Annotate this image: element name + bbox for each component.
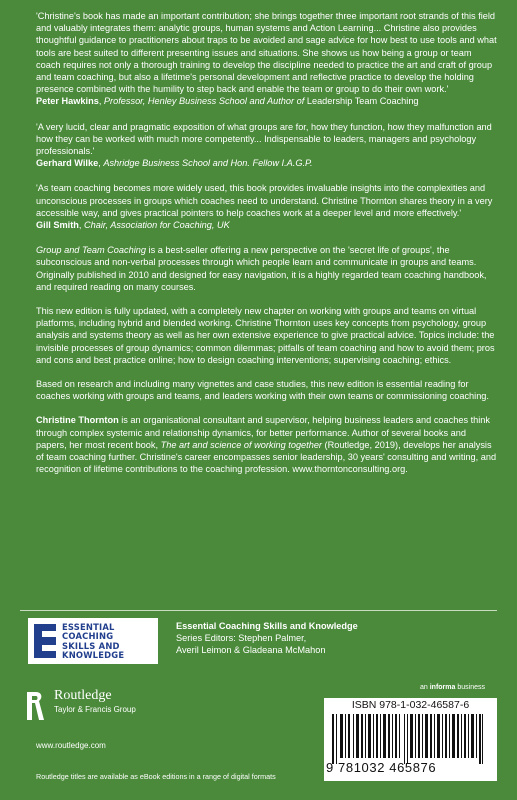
author-bio-text-b: (Routledge, 2019), develops her analysis of team coaching further. Christine's career encompasses senior leadership, 30 years' consulting and writing, and recognition of lifetime contributions to the coaching profession. www.thorntonconsulting.org. [36,439,497,475]
series-logo-line: SKILLS AND [62,640,120,651]
description-paragraph-1 [36,244,498,293]
series-logo-line: ESSENTIAL [62,622,115,632]
series-logo [28,618,158,664]
informa-suffix: business [455,684,485,691]
reviewer-name: Gill Smith [36,220,79,231]
publisher-group: Taylor & Francis Group [54,705,136,714]
routledge-r-icon [24,690,46,722]
series-editors-line: Averil Leimon & Gladeana McMahon [176,645,326,655]
reviewer-role: Chair, Association for Coaching, UK [84,220,230,231]
divider-line [20,610,497,611]
quote-text: 'A very lucid, clear and pragmatic exposition of what groups are for, how they function, how they malfunction and how they can be worked with much more competently... Indispensable to leaders, managers and psychology professionals.' [36,121,492,157]
reviewer-name: Gerhard Wilke [36,158,99,169]
author-bio-text-a: is an organisational consultant and supervisor, helping business leaders and coaches think through complex systemic and relationship dynamics, for better performance. Author of several books and papers, her most recent book, [36,415,490,450]
description-text: is a best-seller offering a new perspective on the 'secret life of groups', the subconscious and non-verbal processes through which people learn and communicate in groups and teams. Originally published in 2010 and designed for easy navigation, it is a highly regarded team coaching handbook, and required reading on many courses. [36,245,487,292]
informa-prefix: an [420,684,430,691]
series-logo-line: COACHING [62,631,114,642]
series-e-icon [34,624,56,658]
description-paragraph-3: Based on research and including many vignettes and case studies, this new edition is essential reading for coaches working with groups and teams, and leaders working with their own teams or commissioning coaching. [36,379,489,402]
quote-text: 'Christine's book has made an important contribution; she brings together three important root strands of this field and valuably integrates them: analytic groups, human systems and Action Learning... Christine also provides thoughtful guidance to practitioners about traps to be avoided and sage advice for how best to use tools and what tools are best suited to different presenting issues and situations. She shows us how being a group or team coach requires not only a thorough training to develop the discipline needed to practice the art and craft of group and team coaching, but also a lifetime's personal development and reflective practice to develop the holding presence combined with the humility to step back and enable the team or group to do their own work.' [36,11,497,95]
cover-text [36,10,498,488]
quote-attribution: Peter Hawkins, Professor, Henley Business School and Author of Leadership Team Coaching [36,96,419,107]
barcode-digits: 9 781032 465876 [326,760,437,775]
reviewer-role: Ashridge Business School and Hon. Fellow I.A.G.P. [103,158,313,169]
reviewer-name: Peter Hawkins [36,96,99,107]
series-logo-line: KNOWLEDGE [62,650,125,661]
review-quote-wilke [36,121,498,170]
publisher-name: Routledge [54,688,112,703]
series-editors-line: Series Editors: Stephen Palmer, [176,633,307,643]
author-recent-book: The art and science of working together [160,439,322,450]
quote-attribution: Gerhard Wilke, Ashridge Business School and Hon. Fellow I.A.G.P. [36,158,313,169]
ebook-footnote: Routledge titles are available as eBook editions in a range of digital formats [36,772,276,781]
series-title: Essential Coaching Skills and Knowledge [176,621,358,631]
barcode-bars-icon [332,714,484,764]
informa-brand: informa [429,684,456,691]
isbn-text: ISBN 978-1-032-46587-6 [351,699,470,711]
reviewer-role: Professor, Henley Business School and Author of [103,96,305,107]
series-info [176,620,476,656]
quote-attribution: Gill Smith, Chair, Association for Coaching, UK [36,220,230,231]
series-logo-text [62,623,124,661]
author-bio [36,414,498,475]
reviewer-role-tail: Leadership Team Coaching [304,96,419,107]
barcode [324,698,497,781]
informa-tagline [420,684,485,691]
description-paragraph-2: This new edition is fully updated, with a completely new chapter on working with groups and teams on virtual platforms, including hybrid and blended working. Christine Thornton uses key concepts from psychology, group analysis and systems theory as well as her own extensive experience to give practical advice. Topics include: the invisible processes of group dynamics; common dilemmas; pitfalls of team coaching and how to avoid them; pros and cons and best practice online; how to design coaching interventions; supervising coaching; ethics. [36,306,495,365]
quote-text: 'As team coaching becomes more widely used, this book provides invaluable insights into the complexities and unconscious processes in groups which coaches need to understand. Christine Thornton shares theory in a very accessible way, and gives practical pointers to help coaches work at a deeper level and more effectively.' [36,183,493,218]
publisher-logo [24,688,224,728]
book-title: Group and Team Coaching [36,245,146,256]
review-quote-smith [36,182,498,231]
author-name: Christine Thornton [36,415,119,426]
publisher-url[interactable]: www.routledge.com [36,741,106,750]
review-quote-hawkins [36,10,498,108]
